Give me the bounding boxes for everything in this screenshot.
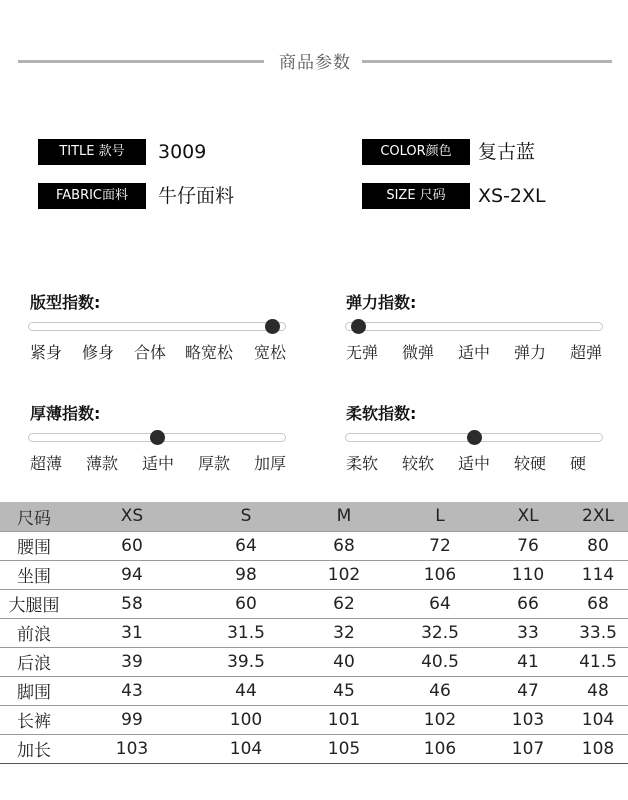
measurement-value: 98 <box>196 560 296 589</box>
measurement-value: 45 <box>296 676 392 705</box>
measurement-value: 41.5 <box>568 647 628 676</box>
title-value: 3009 <box>158 141 207 163</box>
elasticity-option: 弹力 <box>514 343 547 362</box>
table-row <box>0 560 628 589</box>
measurement-value: 31.5 <box>196 618 296 647</box>
header-cell: 尺码 <box>0 502 68 531</box>
measurement-value: 104 <box>196 734 296 763</box>
header-divider-right <box>362 60 612 63</box>
measurement-value: 41 <box>488 647 568 676</box>
fit-option: 宽松 <box>254 343 287 362</box>
measurement-value: 94 <box>68 560 196 589</box>
measurement-label: 脚围 <box>0 676 68 705</box>
measurement-value: 66 <box>488 589 568 618</box>
thickness-index-title: 厚薄指数: <box>30 404 101 423</box>
fit-option: 合体 <box>134 343 167 362</box>
measurement-label: 长裤 <box>0 705 68 734</box>
measurement-value: 39.5 <box>196 647 296 676</box>
measurement-label: 坐围 <box>0 560 68 589</box>
measurement-label: 大腿围 <box>0 589 68 618</box>
measurement-value: 76 <box>488 531 568 560</box>
measurement-value: 43 <box>68 676 196 705</box>
measurement-value: 101 <box>296 705 392 734</box>
measurement-label: 前浪 <box>0 618 68 647</box>
measurement-value: 39 <box>68 647 196 676</box>
measurement-value: 99 <box>68 705 196 734</box>
measurement-value: 68 <box>568 589 628 618</box>
elasticity-option: 无弹 <box>346 343 379 362</box>
table-row <box>0 531 628 560</box>
fit-index-track <box>28 322 286 331</box>
measurement-value: 31 <box>68 618 196 647</box>
table-row <box>0 618 628 647</box>
header-divider-left <box>18 60 264 63</box>
fit-option: 紧身 <box>30 343 63 362</box>
measurement-value: 105 <box>296 734 392 763</box>
thickness-option: 超薄 <box>30 454 63 473</box>
measurement-value: 108 <box>568 734 628 763</box>
size-tag: SIZE 尺码 <box>362 183 470 209</box>
measurement-value: 100 <box>196 705 296 734</box>
softness-index-track <box>345 433 603 442</box>
thickness-option: 加厚 <box>254 454 287 473</box>
measurement-value: 60 <box>68 531 196 560</box>
measurement-value: 106 <box>392 734 488 763</box>
measurement-label: 加长 <box>0 734 68 763</box>
header-cell: L <box>392 502 488 531</box>
fabric-tag: FABRIC面料 <box>38 183 146 209</box>
thickness-option: 适中 <box>142 454 175 473</box>
softness-option: 较软 <box>402 454 435 473</box>
thickness-index-track <box>28 433 286 442</box>
thickness-index-knob <box>150 430 165 445</box>
softness-option: 柔软 <box>346 454 379 473</box>
elasticity-option: 超弹 <box>570 343 603 362</box>
color-tag: COLOR颜色 <box>362 139 470 165</box>
fit-option: 略宽松 <box>185 343 234 362</box>
header-cell: XS <box>68 502 196 531</box>
size-table <box>0 502 628 764</box>
measurement-value: 44 <box>196 676 296 705</box>
softness-index-title: 柔软指数: <box>346 404 417 423</box>
measurement-value: 110 <box>488 560 568 589</box>
fit-option: 修身 <box>82 343 115 362</box>
measurement-label: 后浪 <box>0 647 68 676</box>
measurement-value: 40 <box>296 647 392 676</box>
measurement-label: 腰围 <box>0 531 68 560</box>
page-title: 商品参数 <box>279 53 351 73</box>
measurement-value: 64 <box>196 531 296 560</box>
measurement-value: 40.5 <box>392 647 488 676</box>
elasticity-option: 微弹 <box>402 343 435 362</box>
measurement-value: 106 <box>392 560 488 589</box>
measurement-value: 58 <box>68 589 196 618</box>
measurement-value: 33.5 <box>568 618 628 647</box>
measurement-value: 103 <box>68 734 196 763</box>
table-row <box>0 705 628 734</box>
table-row <box>0 589 628 618</box>
measurement-value: 107 <box>488 734 568 763</box>
header-cell: 2XL <box>568 502 628 531</box>
measurement-value: 68 <box>296 531 392 560</box>
header-cell: S <box>196 502 296 531</box>
elasticity-index-knob <box>351 319 366 334</box>
fit-index-title: 版型指数: <box>30 293 101 312</box>
header-cell: M <box>296 502 392 531</box>
measurement-value: 47 <box>488 676 568 705</box>
table-row <box>0 676 628 705</box>
thickness-option: 薄款 <box>86 454 119 473</box>
measurement-value: 62 <box>296 589 392 618</box>
measurement-value: 102 <box>392 705 488 734</box>
softness-index-knob <box>467 430 482 445</box>
title-tag: TITLE 款号 <box>38 139 146 165</box>
measurement-value: 46 <box>392 676 488 705</box>
elasticity-index-title: 弹力指数: <box>346 293 417 312</box>
measurement-value: 80 <box>568 531 628 560</box>
measurement-value: 60 <box>196 589 296 618</box>
measurement-value: 114 <box>568 560 628 589</box>
measurement-value: 103 <box>488 705 568 734</box>
measurement-value: 32 <box>296 618 392 647</box>
measurement-value: 64 <box>392 589 488 618</box>
elasticity-option: 适中 <box>458 343 491 362</box>
softness-option: 较硬 <box>514 454 547 473</box>
measurement-value: 33 <box>488 618 568 647</box>
elasticity-index-track <box>345 322 603 331</box>
table-row <box>0 734 628 763</box>
size-table-header <box>0 502 628 531</box>
thickness-option: 厚款 <box>198 454 231 473</box>
measurement-value: 32.5 <box>392 618 488 647</box>
softness-option: 硬 <box>570 454 587 473</box>
table-row <box>0 647 628 676</box>
measurement-value: 48 <box>568 676 628 705</box>
measurement-value: 102 <box>296 560 392 589</box>
header-cell: XL <box>488 502 568 531</box>
softness-option: 适中 <box>458 454 491 473</box>
fit-index-knob <box>265 319 280 334</box>
fabric-value: 牛仔面料 <box>158 185 235 207</box>
measurement-value: 104 <box>568 705 628 734</box>
measurement-value: 72 <box>392 531 488 560</box>
color-value: 复古蓝 <box>478 141 536 163</box>
size-value: XS-2XL <box>478 185 546 207</box>
